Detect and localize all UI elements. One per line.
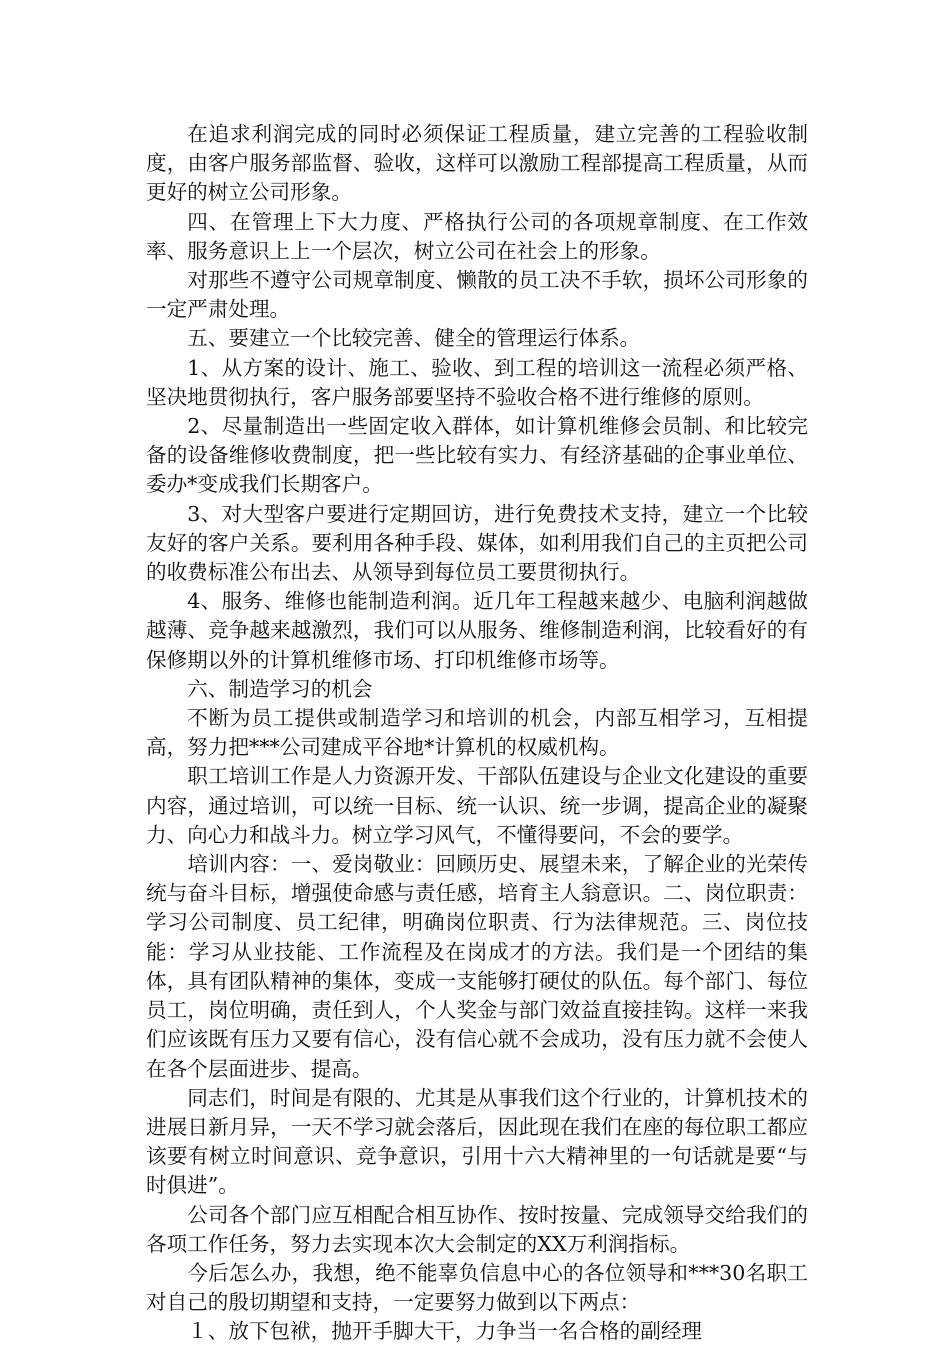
paragraph-next-steps: 今后怎么办，我想，绝不能辜负信息中心的各位领导和***30名职工对自己的殷切期望和支持，一定要努力做到以下两点： xyxy=(146,1260,808,1315)
paragraph-training-content: 培训内容：一、爱岗敬业：回顾历史、展望未来，了解企业的光荣传统与奋斗目标，增强使命感与责任感，培育主人翁意识。二、岗位职责：学习公司制度、员工纪律，明确岗位职责、行为法律规范。三、岗位技能：学习从业技能、工作流程及在岗成才的方法。我们是一个团结的集体，具有团队精神的集体，变成一支能够打硬仗的队伍。每个部门、每位员工，岗位明确，责任到人，个人奖金与部门效益直接挂钩。这样一来我们应该既有压力又要有信心，没有信心就不会成功，没有压力就不会使人在各个层面进步、提高。 xyxy=(146,852,808,1081)
document-body xyxy=(146,120,808,1347)
paragraph-comrades: 同志们，时间是有限的、尤其是从事我们这个行业的，计算机技术的进展日新月异，一天不学习就会落后，因此现在我们在座的每位职工都应该要有树立时间意识、竞争意识，引用十六大精神里的一句话就是要“与时俱进”。 xyxy=(146,1085,808,1198)
paragraph-discipline: 对那些不遵守公司规章制度、懒散的员工决不手软，损坏公司形象的一定严肃处理。 xyxy=(146,268,808,322)
paragraph-item-4: 4、服务、维修也能制造利润。近几年工程越来越少、电脑利润越做越薄、竞争越来越激烈，我们可以从服务、维修制造利润，比较看好的有保修期以外的计算机维修市场、打印机维修市场等。 xyxy=(146,589,808,672)
paragraph-item-1: 1、从方案的设计、施工、验收、到工程的培训这一流程必须严格、坚决地贯彻执行，客户服务部要坚持不验收合格不进行维修的原则。 xyxy=(146,355,808,409)
paragraph-profit-quality: 在追求利润完成的同时必须保证工程质量，建立完善的工程验收制度，由客户服务部监督、验收，这样可以激励工程部提高工程质量，从而更好的树立公司形象。 xyxy=(146,122,808,205)
paragraph-staff-training: 职工培训工作是人力资源开发、干部队伍建设与企业文化建设的重要内容，通过培训，可以统一目标、统一认识、统一步调，提高企业的凝聚力、向心力和战斗力。树立学习风气，不懂得要问，不会的要学。 xyxy=(146,764,808,847)
paragraph-section-five: 五、要建立一个比较完善、健全的管理运行体系。 xyxy=(187,326,641,351)
paragraph-item-3: 3、对大型客户要进行定期回访，进行免费技术支持，建立一个比较友好的客户关系。要利用各种手段、媒体，如利用我们自己的主页把公司的收费标准公布出去、从领导到每位员工要贯彻执行。 xyxy=(146,501,808,585)
paragraph-section-four: 四、在管理上下大力度、严格执行公司的各项规章制度、在工作效率、服务意识上上一个层次，树立公司在社会上的形象。 xyxy=(146,209,808,263)
paragraph-learning-opportunity: 不断为员工提供或制造学习和培训的机会，内部互相学习，互相提高，努力把***公司建成平谷地*计算机的权威机构。 xyxy=(146,706,808,760)
paragraph-department-cooperation: 公司各个部门应互相配合相互协作、按时按量、完成领导交给我们的各项工作任务，努力去实现本次大会制定的XX万利润指标。 xyxy=(146,1202,808,1256)
paragraph-section-six: 六、制造学习的机会 xyxy=(187,676,373,701)
paragraph-item-2: 2、尽量制造出一些固定收入群体，如计算机维修会员制、和比较完备的设备维修收费制度，把一些比较有实力、有经济基础的企事业单位、委办*变成我们长期客户。 xyxy=(146,414,808,497)
paragraph-point-1: １、放下包袱，抛开手脚大干，力争当一名合格的副经理 xyxy=(187,1319,703,1344)
